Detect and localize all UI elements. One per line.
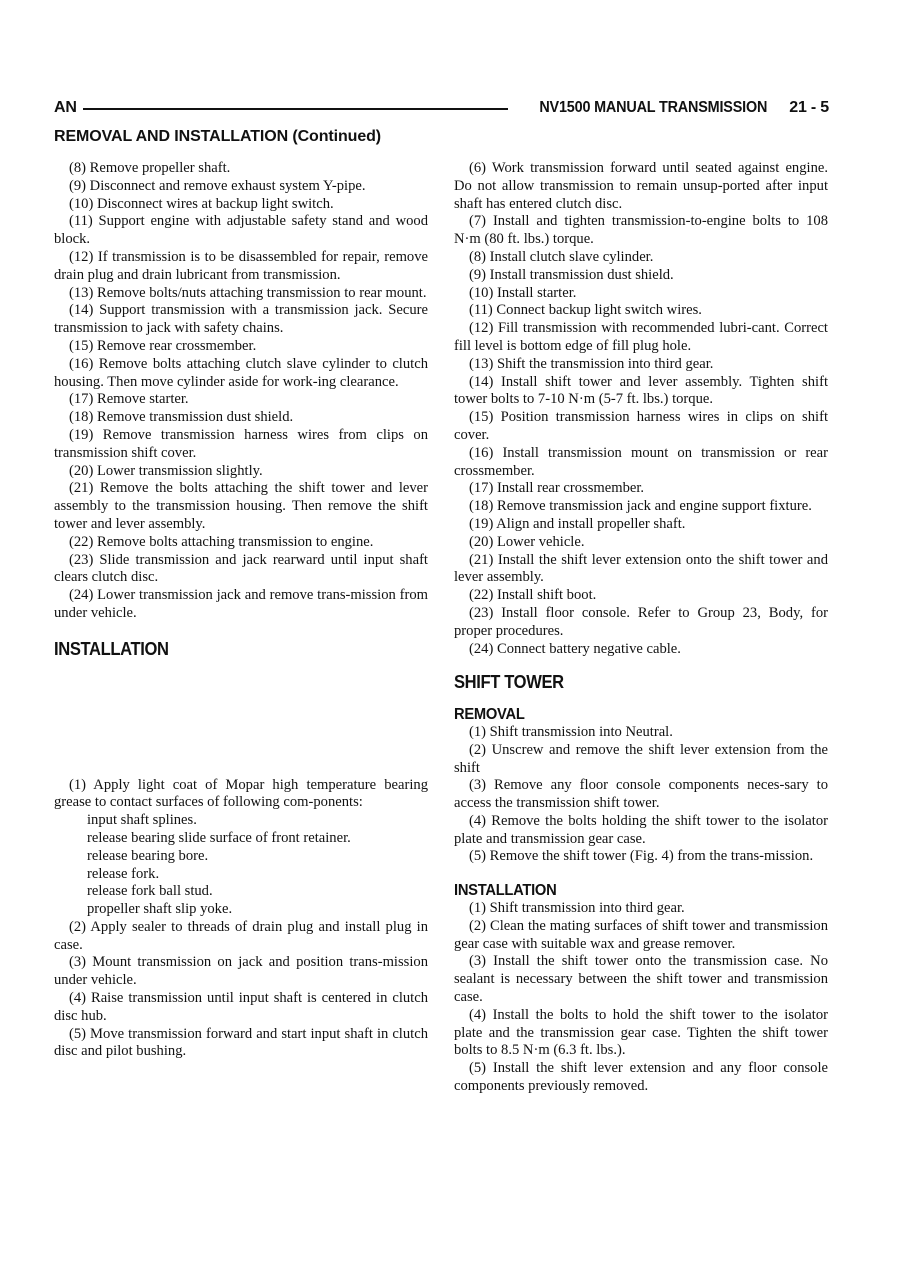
header-title: NV1500 MANUAL TRANSMISSION — [539, 99, 768, 116]
removal-step: (17) Remove starter. — [69, 391, 189, 408]
page-header — [54, 98, 829, 118]
installation-step: (12) Fill transmission with recommended lubri-cant. Correct fill level is bottom edge of fill plug hole. — [454, 320, 828, 354]
removal-step: (18) Remove transmission dust shield. — [69, 409, 294, 426]
installation-step: (18) Remove transmission jack and engine support fixture. — [469, 498, 812, 515]
installation-step: (1) Apply light coat of Mopar high temperature bearing grease to contact surfaces of following com-ponents: — [54, 776, 428, 811]
removal-step: (14) Support transmission with a transmission jack. Secure transmission to jack with safety chains. — [54, 302, 428, 337]
installation-step: (6) Work transmission forward until seated against engine. Do not allow transmission to remain unsup-ported after input shaft has entered clutch disc. — [454, 160, 828, 212]
header-rule — [83, 108, 508, 110]
removal-step: (23) Slide transmission and jack rearward until input shaft clears clutch disc. — [54, 551, 428, 586]
installation-step: (10) Install starter. — [469, 284, 577, 301]
installation-step: (4) Raise transmission until input shaft is centered in clutch disc hub. — [54, 990, 428, 1024]
removal-step: (10) Disconnect wires at backup light switch. — [69, 195, 334, 212]
installation-step: (8) Install clutch slave cylinder. — [469, 248, 654, 265]
removal-step: (15) Remove rear crossmember. — [69, 337, 257, 354]
shift-tower-installation-step: (1) Shift transmission into third gear. — [469, 900, 685, 917]
installation-step: (16) Install transmission mount on transmission or rear crossmember. — [454, 444, 828, 479]
removal-step: (8) Remove propeller shaft. — [69, 160, 231, 176]
installation-step: (5) Move transmission forward and start input shaft in clutch disc and pilot bushing. — [54, 1025, 428, 1060]
section-title: REMOVAL AND INSTALLATION (Continued) — [54, 128, 382, 145]
installation-heading: INSTALLATION — [54, 638, 169, 659]
installation-step: (14) Install shift tower and lever assembly. Tighten shift tower bolts to 7-10 N·m (5-7 ft. lbs.) torque. — [454, 373, 828, 408]
installation-step: (9) Install transmission dust shield. — [469, 266, 674, 283]
installation-step: (2) Apply sealer to threads of drain plug and install plug in case. — [54, 918, 428, 953]
grease-point: release fork ball stud. — [87, 883, 213, 900]
removal-step: (22) Remove bolts attaching transmission to engine. — [69, 533, 374, 550]
installation-step: (7) Install and tighten transmission-to-engine bolts to 108 N·m (80 ft. lbs.) torque. — [454, 213, 828, 248]
grease-point: release fork. — [87, 865, 160, 882]
page-number: 21 - 5 — [789, 99, 829, 116]
installation-step: (11) Connect backup light switch wires. — [469, 302, 702, 319]
shift-tower-heading: SHIFT TOWER — [454, 672, 564, 693]
removal-step: (21) Remove the bolts attaching the shift tower and lever assembly to the transmission housing. Then remove the shift tower and lever assembly. — [54, 480, 428, 532]
left-column — [54, 160, 428, 1061]
shift-tower-installation-step: (5) Install the shift lever extension and any floor console components previously removed. — [454, 1060, 828, 1095]
shift-tower-removal-step: (3) Remove any floor console components neces-sary to access the transmission shift tower. — [454, 777, 828, 812]
removal-step: (9) Disconnect and remove exhaust system Y-pipe. — [69, 177, 366, 194]
blank-figure-area — [54, 659, 428, 777]
installation-step: (21) Install the shift lever extension onto the shift tower and lever assembly. — [454, 551, 828, 586]
shift-tower-removal-step: (4) Remove the bolts holding the shift tower to the isolator plate and transmission gear case. — [454, 812, 828, 847]
shift-tower-installation-heading: INSTALLATION — [454, 882, 557, 900]
installation-step: (13) Shift the transmission into third gear. — [469, 355, 714, 372]
grease-point: release bearing slide surface of front retainer. — [87, 829, 351, 846]
installation-step: (3) Mount transmission on jack and position trans-mission under vehicle. — [54, 954, 428, 989]
shift-tower-installation-step: (4) Install the bolts to hold the shift tower to the isolator plate and the transmission gear case. Tighten the shift tower bolts to 8.5 N·m (6.3 ft. lbs.). — [454, 1006, 828, 1059]
grease-point: release bearing bore. — [87, 847, 209, 864]
removal-step: (20) Lower transmission slightly. — [69, 462, 263, 479]
removal-step: (16) Remove bolts attaching clutch slave cylinder to clutch housing. Then move cylinder aside for work-ing clearance. — [54, 355, 428, 390]
installation-step: (17) Install rear crossmember. — [469, 480, 645, 497]
right-column — [454, 160, 828, 1096]
shift-tower-installation-step: (2) Clean the mating surfaces of shift tower and transmission gear case with suitable wax and grease remover. — [454, 917, 828, 952]
removal-step: (19) Remove transmission harness wires from clips on transmission shift cover. — [54, 426, 428, 461]
header-model-code: AN — [54, 99, 77, 116]
shift-tower-removal-step: (2) Unscrew and remove the shift lever extension from the shift — [454, 741, 828, 776]
removal-step: (12) If transmission is to be disassembled for repair, remove drain plug and drain lubricant from transmission. — [54, 248, 428, 283]
installation-step: (24) Connect battery negative cable. — [469, 640, 681, 657]
installation-step: (23) Install floor console. Refer to Group 23, Body, for proper procedures. — [454, 604, 828, 639]
shift-tower-removal-step: (1) Shift transmission into Neutral. — [469, 723, 673, 740]
grease-point: input shaft splines. — [87, 812, 197, 829]
installation-step: (22) Install shift boot. — [469, 587, 597, 604]
shift-tower-removal-step: (5) Remove the shift tower (Fig. 4) from the trans-mission. — [469, 848, 814, 865]
removal-step: (13) Remove bolts/nuts attaching transmission to rear mount. — [69, 284, 427, 301]
removal-step: (11) Support engine with adjustable safety stand and wood block. — [54, 213, 428, 248]
shift-tower-installation-step: (3) Install the shift tower onto the transmission case. No sealant is necessary between the shift tower and transmission case. — [454, 953, 828, 1006]
shift-tower-removal-heading: REMOVAL — [454, 706, 525, 724]
installation-step: (20) Lower vehicle. — [469, 533, 585, 550]
grease-point: propeller shaft slip yoke. — [87, 901, 233, 918]
installation-step: (15) Position transmission harness wires in clips on shift cover. — [454, 409, 828, 443]
removal-step: (24) Lower transmission jack and remove trans-mission from under vehicle. — [54, 587, 428, 621]
installation-step: (19) Align and install propeller shaft. — [469, 515, 686, 532]
